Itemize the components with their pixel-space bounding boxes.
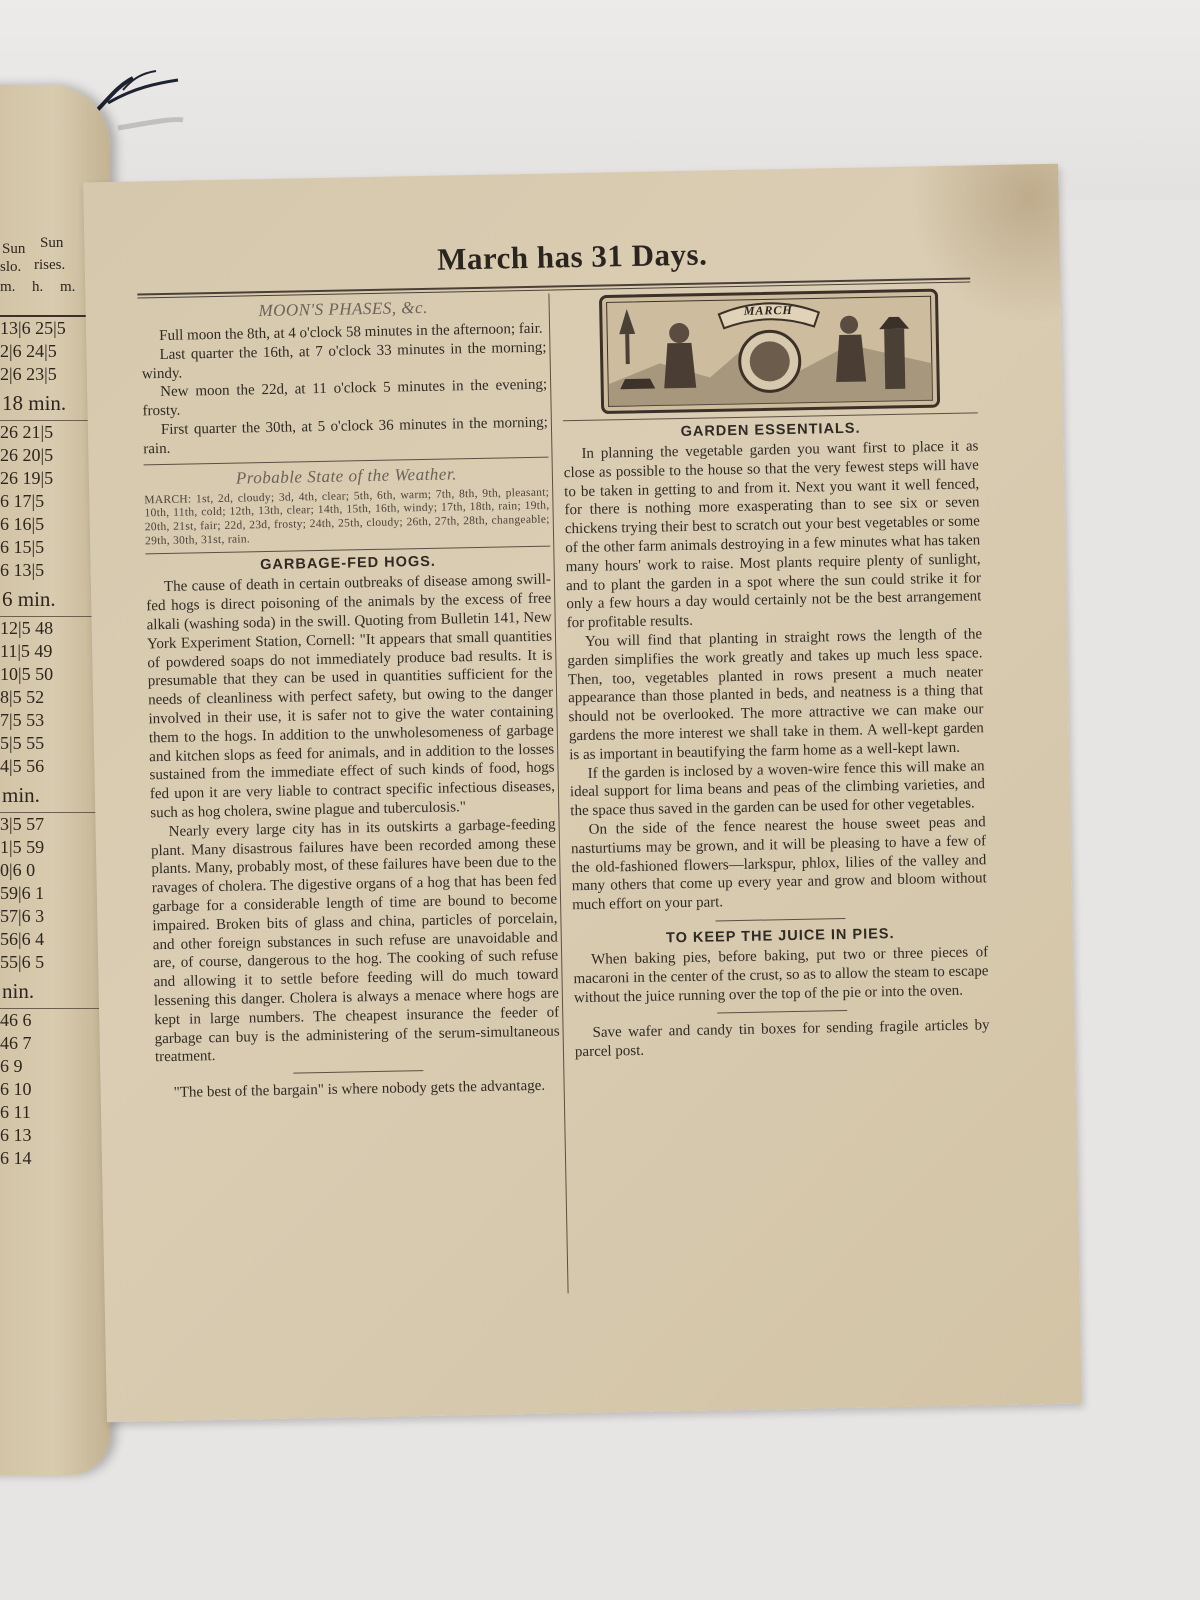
row-text: 6 17|5 — [0, 491, 45, 511]
min-label: nin. — [0, 974, 110, 1009]
table-row — [0, 951, 110, 974]
row-text: 12|5 48 — [0, 618, 54, 638]
row-group-d — [0, 813, 110, 974]
march-illustration — [598, 288, 940, 415]
table-row — [0, 1055, 110, 1078]
table-row — [0, 928, 110, 951]
table-row — [0, 905, 110, 928]
hogs-paragraph: Nearly every large city has in its outskirts a garbage-feeding plant. Many disastrous failures have been recorded among these plants. Many, probably most, of these failures have been due to the ravages of cholera. The digestive organs of a hog that has been fed garbage for a considerable length of time are bound to become impaired. Broken bits of glass and china, particles of porcelain, and other foreign substances in such refuse are unavoidable and are, of course, dangerous to the hog. The cooking of such refuse and allowing it to settle before feeding will do much toward lessening this danger. Cholera is always a menace where hogs are kept in large numbers. The cheapest insurance the feeder of garbage can buy is the administering of the serum-simultaneous treatment. — [150, 816, 560, 1066]
row-text: 7|5 53 — [0, 710, 45, 730]
right-column — [560, 285, 990, 1062]
row-text: 6 11 — [0, 1102, 31, 1122]
header-cell: m. — [60, 279, 76, 295]
table-row — [0, 836, 110, 859]
header-cell: slo. — [0, 259, 22, 275]
header-cell: m. — [0, 279, 16, 295]
row-text: 11|5 49 — [0, 641, 53, 661]
row-text: 56|6 4 — [0, 929, 45, 949]
table-row — [0, 1078, 110, 1101]
divider — [715, 918, 845, 921]
row-text: 3|5 57 — [0, 814, 45, 834]
bargain-quote: "The best of the bargain" is where nobody gets the advantage. — [173, 1077, 546, 1102]
hogs-heading: GARBAGE-FED HOGS. — [260, 554, 437, 574]
row-text: 6 13|5 — [0, 560, 45, 580]
moon-phase-line: Full moon the 8th, at 4 o'clock 58 minutes in the afternoon; fair. — [158, 320, 543, 345]
almanac-page — [83, 164, 1082, 1422]
row-text: 59|6 1 — [0, 883, 45, 903]
divider — [293, 1070, 423, 1073]
row-text: 26 20|5 — [0, 445, 54, 465]
row-text: 0|6 0 — [0, 860, 36, 880]
min-label: 18 min. — [0, 386, 110, 421]
garden-paragraph: You will find that planting in straight rows the length of the garden simplifies the work greatly and takes up much less space. Then, too, vegetables planted in rows present a much neater appearance than those planted in beds, and neatness is a thing that should not be overlooked. The more attractive we can make our gardens the more interest we shall take in them. A well-kept garden is as important in beautifying the farm home as a well-kept lawn. — [567, 626, 984, 763]
table-row — [0, 882, 110, 905]
row-text: 46 7 — [0, 1033, 32, 1053]
row-text: 55|6 5 — [0, 952, 45, 972]
pies-paragraph: When baking pies, before baking, put two or three pieces of macaroni in the center of the crust, so as to allow the steam to escape without the juice running over the top of the pie or into the oven. — [573, 944, 989, 1006]
row-text: 26 21|5 — [0, 422, 54, 442]
header-cell: rises. — [34, 257, 66, 273]
tin-boxes-tip: Save wafer and candy tin boxes for sending fragile articles by parcel post. — [574, 1017, 990, 1061]
table-row — [0, 813, 110, 836]
weather-forecast: MARCH: 1st, 2d, cloudy; 3d, 4th, clear; 5th, 6th, warm; 7th, 8th, 9th, pleasant; 10th, 11th, cold; 12th, 13th, clear; 14th, 15th, 16th, windy; 17th, 18th, rain; 19th, 20th, 21st, fair; 22d, 23d, frosty; 24th, 25th, cloudy; 26th, 27th, 28th, changeable; 29th, 30th, 31st, rain. — [144, 486, 550, 548]
row-text: 5|5 55 — [0, 733, 45, 753]
table-row — [0, 1124, 110, 1147]
row-text: 8|5 52 — [0, 687, 45, 707]
row-text: 6 9 — [0, 1056, 23, 1076]
header-cell: Sun — [40, 235, 64, 251]
table-row — [0, 859, 110, 882]
row-text: 1|5 59 — [0, 837, 45, 857]
illustration-banner-label: MARCH — [743, 302, 793, 318]
moon-phase-line: Last quarter the 16th, at 7 o'clock 33 minutes in the morning; windy. — [141, 339, 547, 382]
moon-phase-line: New moon the 22d, at 11 o'clock 5 minutes in the evening; frosty. — [142, 376, 548, 420]
row-text: 6 16|5 — [0, 514, 45, 534]
header-cell: h. — [32, 279, 44, 295]
row-text: 13|6 25|5 — [0, 318, 66, 338]
garden-paragraph: If the garden is inclosed by a woven-wire fence this will make an ideal support for lima beans and peas of the climbing varieties, and the space thus saved in the garden can be used for other vegetables. — [569, 757, 986, 820]
min-label: 6 min. — [0, 582, 110, 617]
table-row — [0, 1101, 110, 1124]
row-group-e — [0, 1009, 110, 1170]
garden-paragraph: On the side of the fence nearest the house sweet peas and nasturtiums may be grown, and it will be pleasing to have a few of the old-fashioned flowers—larkspur, phlox, lilies of the valley and many others that come up every year and grow and bloom without much effort on your part. — [570, 814, 987, 914]
pies-heading: TO KEEP THE JUICE IN PIES. — [665, 925, 895, 947]
row-text: 10|5 50 — [0, 664, 54, 684]
moon-phases-heading: MOON'S PHASES, &c. — [258, 297, 429, 321]
row-text: 2|6 24|5 — [0, 341, 57, 361]
garden-heading: GARDEN ESSENTIALS. — [680, 420, 861, 441]
header-cell: Sun — [2, 241, 26, 257]
weather-heading: Probable State of the Weather. — [235, 463, 458, 488]
hogs-paragraph: The cause of death in certain outbreaks of disease among swill-fed hogs is direct poisoning of the animals by the excess of free alkali (washing soda) in the swill. Quoting from Bulletin 141, New York Experiment Station, Cornell: "It appears that small quantities of powdered soaps do not immediately produce bad results. It is presumable that they can be used in quantities sufficient for the needs of cleanliness with perfect safety, but owing to the danger involved in their use, it is safer not to give the water containing them to the hogs. In addition to the unwholesomeness of garbage and kitchen slops as feed for animals, and in addition to the losses sustained from the immediate effect of such kinds of food, hogs fed upon it are very liable to contract specific infectious diseases, such as hog cholera, swine plague and tuberculosis." — [146, 571, 556, 822]
table-row — [0, 1009, 110, 1032]
row-text: 6 13 — [0, 1125, 32, 1145]
table-row — [0, 1032, 110, 1055]
row-text: 6 14 — [0, 1148, 32, 1168]
divider — [717, 1010, 847, 1013]
row-text: 6 15|5 — [0, 537, 45, 557]
row-text: 4|5 56 — [0, 756, 45, 776]
row-text: 46 6 — [0, 1010, 32, 1030]
row-text: 57|6 3 — [0, 906, 45, 926]
left-column — [140, 294, 560, 1104]
page-title: March has 31 Days. — [436, 236, 708, 277]
row-text: 6 10 — [0, 1079, 32, 1099]
moon-phase-line: First quarter the 30th, at 5 o'clock 36 minutes in the morning; rain. — [143, 414, 549, 458]
min-label: min. — [0, 778, 110, 813]
row-text: 26 19|5 — [0, 468, 54, 488]
garden-paragraph: In planning the vegetable garden you want first to place it as close as possible to the house so that the very fewest steps will have to be taken in getting to and from it. Next you want it well fenced, for there is nothing more exasperating than to see six or seven chickens trying their best to scratch out your best vegetables or some of the other farm animals destroying in a few minutes what has taken many hours' work to raise. Most plants require plenty of sunlight, and to plant the garden in a spot where the sun could strike it for only a few hours a day would certainly not be the best arrangement for profitable results. — [563, 438, 982, 632]
table-row — [0, 1147, 110, 1170]
row-text: 2|6 23|5 — [0, 364, 57, 384]
